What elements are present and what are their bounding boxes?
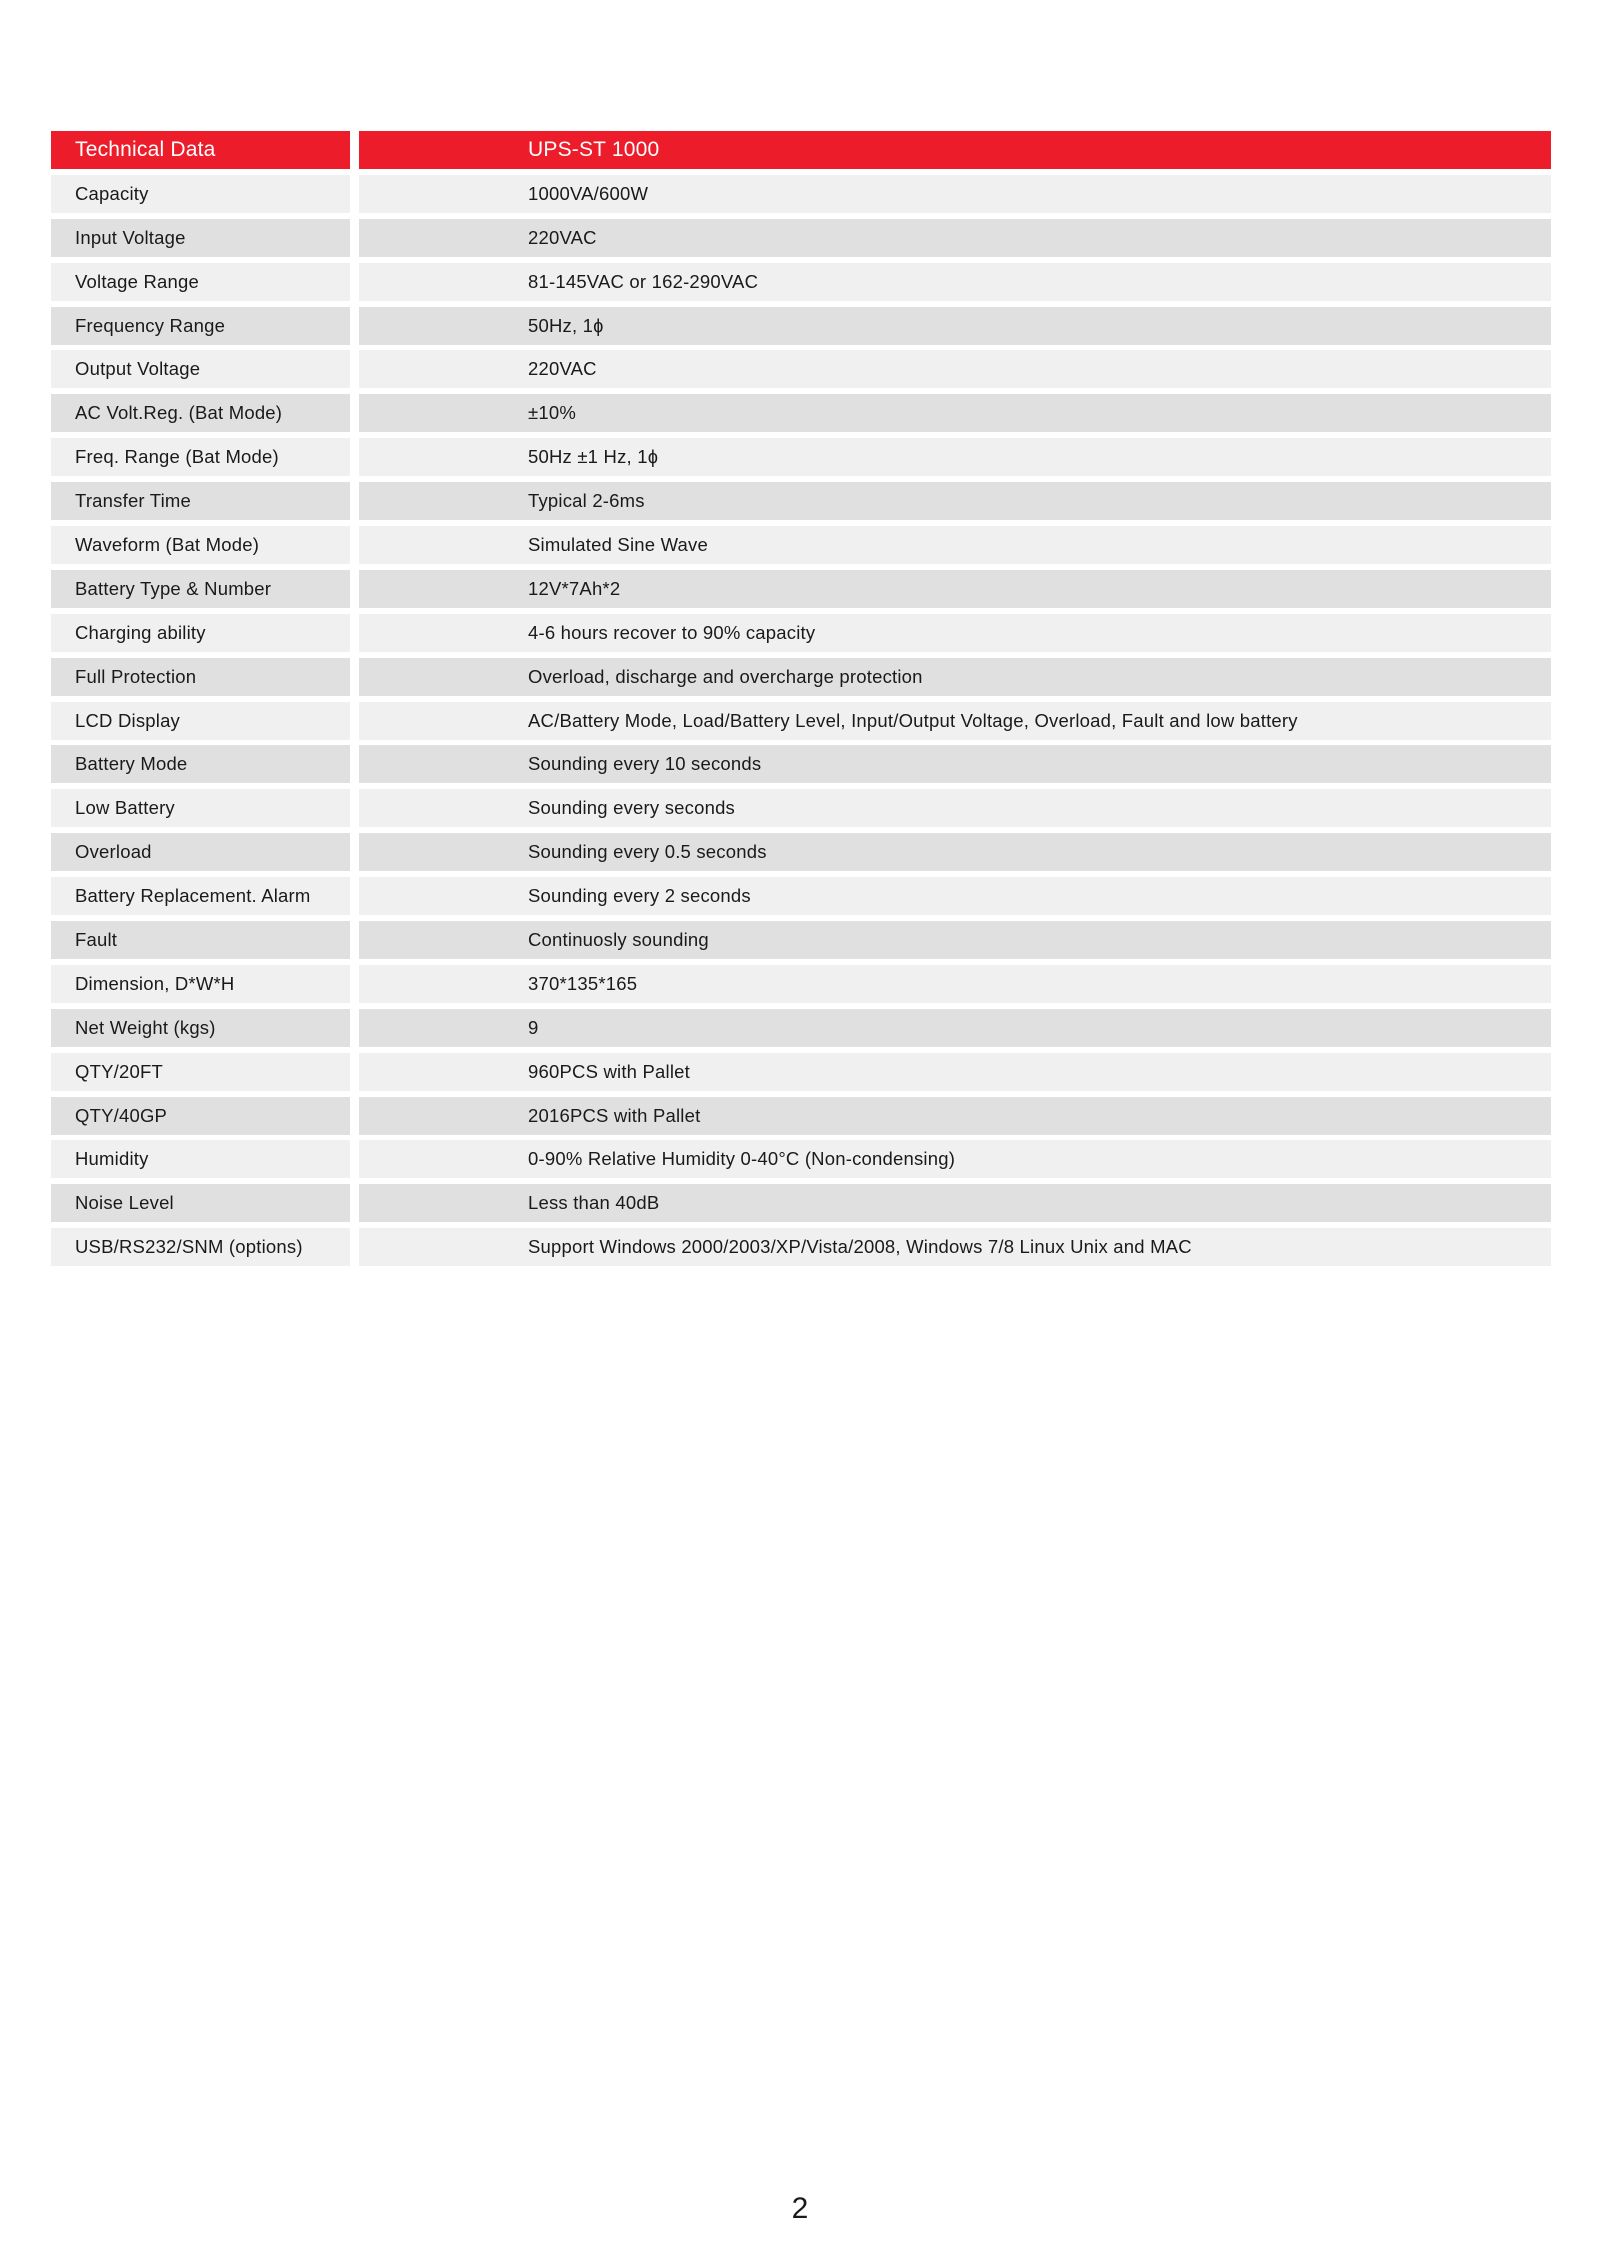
table-row — [51, 526, 1551, 564]
spec-label: Overload — [51, 833, 350, 871]
spec-value: Continuosly sounding — [359, 921, 1551, 959]
table-row — [51, 482, 1551, 520]
table-row — [51, 789, 1551, 827]
spec-label: AC Volt.Reg. (Bat Mode) — [51, 394, 350, 432]
spec-value: AC/Battery Mode, Load/Battery Level, Input/Output Voltage, Overload, Fault and low battery — [359, 702, 1551, 740]
spec-value: Sounding every 0.5 seconds — [359, 833, 1551, 871]
spec-value: 9 — [359, 1009, 1551, 1047]
table-row — [51, 1140, 1551, 1178]
spec-label: LCD Display — [51, 702, 350, 740]
spec-value: ±10% — [359, 394, 1551, 432]
spec-value: Overload, discharge and overcharge protection — [359, 658, 1551, 696]
table-row — [51, 702, 1551, 740]
spec-value: Simulated Sine Wave — [359, 526, 1551, 564]
spec-label: QTY/20FT — [51, 1053, 350, 1091]
table-row — [51, 350, 1551, 388]
table-row — [51, 658, 1551, 696]
header-label-cell: Technical Data — [51, 131, 350, 169]
table-row — [51, 965, 1551, 1003]
spec-label: Input Voltage — [51, 219, 350, 257]
spec-label: Battery Type & Number — [51, 570, 350, 608]
table-row — [51, 614, 1551, 652]
table-row — [51, 745, 1551, 783]
table-row — [51, 1053, 1551, 1091]
table-row — [51, 438, 1551, 476]
spec-value: 220VAC — [359, 350, 1551, 388]
technical-data-table — [51, 131, 1551, 1272]
spec-label: Battery Replacement. Alarm — [51, 877, 350, 915]
spec-label: Fault — [51, 921, 350, 959]
spec-value: Less than 40dB — [359, 1184, 1551, 1222]
spec-value: 2016PCS with Pallet — [359, 1097, 1551, 1135]
spec-value: Sounding every 10 seconds — [359, 745, 1551, 783]
spec-value: 50Hz, 1ɸ — [359, 307, 1551, 345]
spec-label: QTY/40GP — [51, 1097, 350, 1135]
table-header-row — [51, 131, 1551, 169]
table-row — [51, 921, 1551, 959]
spec-label: USB/RS232/SNM (options) — [51, 1228, 350, 1266]
spec-label: Net Weight (kgs) — [51, 1009, 350, 1047]
spec-value: Sounding every seconds — [359, 789, 1551, 827]
spec-value: 960PCS with Pallet — [359, 1053, 1551, 1091]
spec-value: Sounding every 2 seconds — [359, 877, 1551, 915]
spec-value: Typical 2-6ms — [359, 482, 1551, 520]
table-row — [51, 570, 1551, 608]
table-row — [51, 394, 1551, 432]
spec-value: 220VAC — [359, 219, 1551, 257]
header-model-cell: UPS-ST 1000 — [359, 131, 1551, 169]
spec-value: 50Hz ±1 Hz, 1ɸ — [359, 438, 1551, 476]
spec-value: Support Windows 2000/2003/XP/Vista/2008, Windows 7/8 Linux Unix and MAC — [359, 1228, 1551, 1266]
spec-label: Waveform (Bat Mode) — [51, 526, 350, 564]
table-row — [51, 307, 1551, 345]
spec-label: Low Battery — [51, 789, 350, 827]
spec-value: 0-90% Relative Humidity 0-40°C (Non-condensing) — [359, 1140, 1551, 1178]
spec-label: Battery Mode — [51, 745, 350, 783]
spec-label: Full Protection — [51, 658, 350, 696]
spec-label: Transfer Time — [51, 482, 350, 520]
spec-value: 370*135*165 — [359, 965, 1551, 1003]
table-row — [51, 1228, 1551, 1266]
table-row — [51, 833, 1551, 871]
spec-label: Voltage Range — [51, 263, 350, 301]
table-row — [51, 263, 1551, 301]
spec-label: Charging ability — [51, 614, 350, 652]
spec-label: Freq. Range (Bat Mode) — [51, 438, 350, 476]
spec-value: 4-6 hours recover to 90% capacity — [359, 614, 1551, 652]
spec-value: 12V*7Ah*2 — [359, 570, 1551, 608]
spec-label: Dimension, D*W*H — [51, 965, 350, 1003]
table-row — [51, 877, 1551, 915]
table-row — [51, 1097, 1551, 1135]
table-row — [51, 1184, 1551, 1222]
spec-value: 1000VA/600W — [359, 175, 1551, 213]
spec-value: 81-145VAC or 162-290VAC — [359, 263, 1551, 301]
spec-label: Capacity — [51, 175, 350, 213]
spec-label: Humidity — [51, 1140, 350, 1178]
spec-label: Frequency Range — [51, 307, 350, 345]
table-row — [51, 1009, 1551, 1047]
table-row — [51, 219, 1551, 257]
spec-label: Output Voltage — [51, 350, 350, 388]
spec-label: Noise Level — [51, 1184, 350, 1222]
table-row — [51, 175, 1551, 213]
page-number: 2 — [791, 2192, 809, 2225]
